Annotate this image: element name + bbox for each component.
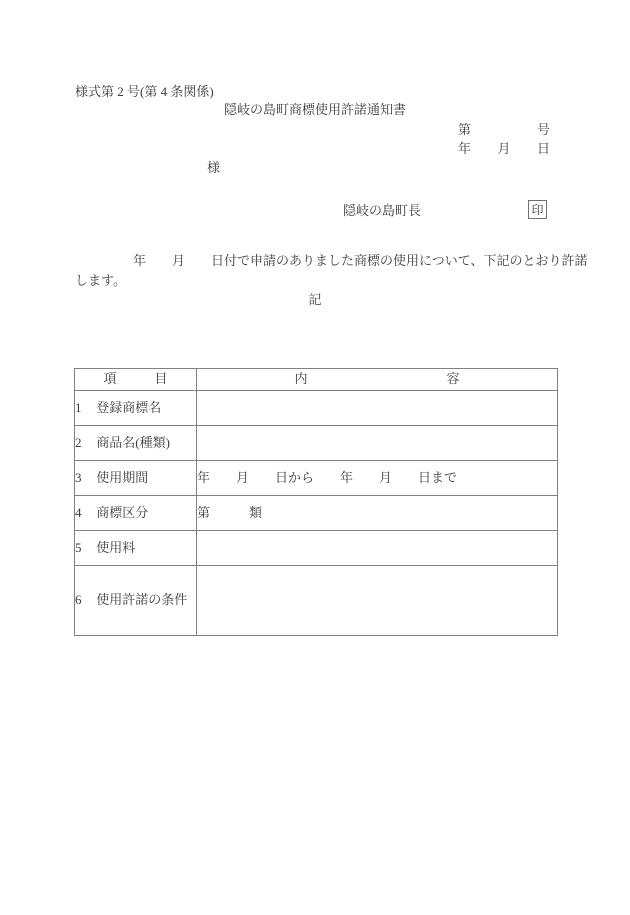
row-label-cell <box>75 496 197 531</box>
permit-table <box>74 368 558 636</box>
row-number: 2 <box>75 434 82 450</box>
date-month-label: 月 <box>497 141 511 156</box>
doc-number-suffix: 号 <box>536 122 550 137</box>
row-number: 6 <box>75 592 82 608</box>
row-content-cell <box>197 566 558 636</box>
table-header-content <box>197 369 558 391</box>
header-content-left: 内 <box>294 371 308 387</box>
row-label-cell <box>75 531 197 566</box>
issuer-name: 隠岐の島町長 <box>343 203 422 218</box>
row-label: 使用許諾の条件 <box>96 592 188 608</box>
row-number: 5 <box>75 539 82 555</box>
row-label: 使用期間 <box>96 469 149 485</box>
row-label-cell <box>75 391 197 426</box>
row-content-cell <box>197 531 558 566</box>
body-line-1: 年 月 日付で申請のありました商標の使用について、下記のとおり許諾 <box>133 253 588 268</box>
document-title: 隠岐の島町商標使用許諾通知書 <box>223 102 406 117</box>
row-label: 使用料 <box>96 539 136 555</box>
row-number: 3 <box>75 469 82 485</box>
doc-number-line <box>458 122 550 138</box>
row-content-cell <box>197 461 558 496</box>
table-row <box>75 496 558 531</box>
row-label: 登録商標名 <box>96 399 162 415</box>
row-label-cell <box>75 566 197 636</box>
record-marker: 記 <box>308 292 322 307</box>
date-day-label: 日 <box>536 141 550 156</box>
table-row <box>75 531 558 566</box>
body-line-2: します。 <box>75 273 126 288</box>
date-line <box>458 141 550 157</box>
header-content-right: 容 <box>446 371 460 387</box>
table-row <box>75 426 558 461</box>
form-number: 様式第 2 号(第 4 条関係) <box>75 84 214 99</box>
table-header-item <box>75 369 197 391</box>
header-item-right: 目 <box>154 371 168 387</box>
addressee-honorific: 様 <box>207 160 221 175</box>
row-content: 年 月 日から 年 月 日まで <box>197 469 458 485</box>
row-content-cell <box>197 496 558 531</box>
table-row <box>75 391 558 426</box>
table-row <box>75 566 558 636</box>
row-label-cell <box>75 426 197 461</box>
date-year-label: 年 <box>458 141 472 156</box>
table-row <box>75 461 558 496</box>
row-label: 商標区分 <box>96 504 149 520</box>
doc-number-prefix: 第 <box>458 122 472 137</box>
row-number: 4 <box>75 504 82 520</box>
seal-stamp: 印 <box>528 200 547 219</box>
row-content-cell <box>197 391 558 426</box>
row-number: 1 <box>75 399 82 415</box>
row-content: 第 類 <box>197 504 263 520</box>
row-content-cell <box>197 426 558 461</box>
row-label-cell <box>75 461 197 496</box>
header-item-left: 項 <box>103 371 117 387</box>
row-label: 商品名(種類) <box>96 434 170 450</box>
